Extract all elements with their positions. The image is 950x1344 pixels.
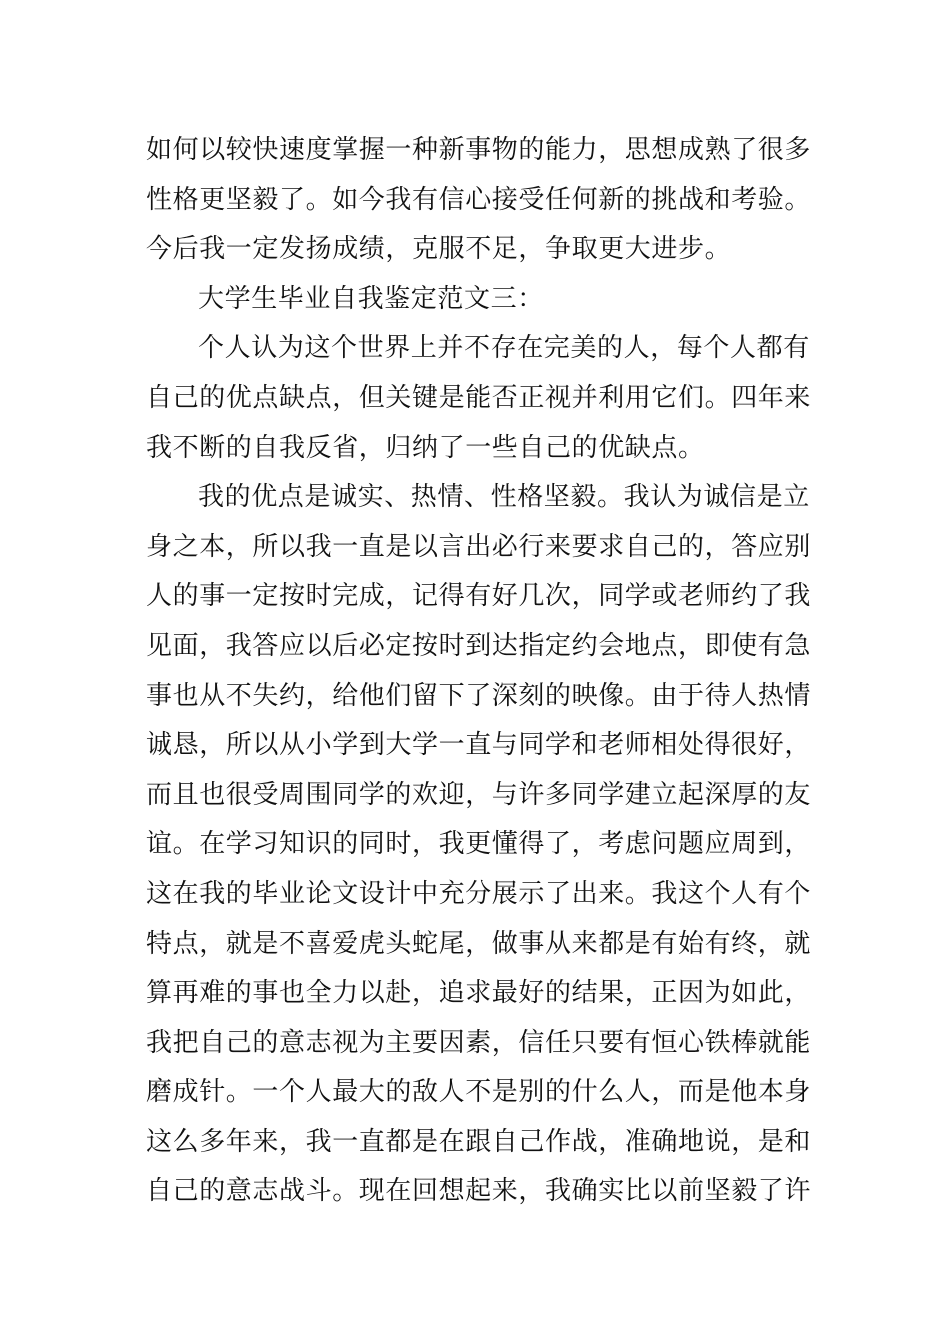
text-line: 特点，就是不喜爱虎头蛇尾，做事从来都是有始有终，就: [146, 928, 812, 959]
text-line: 这在我的毕业论文设计中充分展示了出来。我这个人有个: [146, 878, 812, 909]
text-line: 自己的意志战斗。现在回想起来，我确实比以前坚毅了许: [146, 1176, 812, 1207]
text-line: 这么多年来，我一直都是在跟自己作战，准确地说，是和: [146, 1126, 812, 1157]
text-line: 我把自己的意志视为主要因素，信任只要有恒心铁棒就能: [146, 1027, 812, 1058]
text-line: 见面，我答应以后必定按时到达指定约会地点，即使有急: [146, 630, 812, 661]
text-line: 谊。在学习知识的同时，我更懂得了，考虑问题应周到，: [146, 829, 812, 860]
text-line: 身之本，所以我一直是以言出必行来要求自己的，答应别: [146, 531, 812, 562]
text-line: 算再难的事也全力以赴，追求最好的结果，正因为如此，: [146, 978, 812, 1009]
text-line: 个人认为这个世界上并不存在完美的人，每个人都有: [198, 333, 810, 364]
text-line: 磨成针。一个人最大的敌人不是别的什么人，而是他本身: [146, 1077, 812, 1108]
text-line: 而且也很受周围同学的欢迎，与许多同学建立起深厚的友: [146, 779, 812, 810]
section-heading: 大学生毕业自我鉴定范文三：: [198, 283, 544, 314]
text-line: 自己的优点缺点，但关键是能否正视并利用它们。四年来: [146, 382, 812, 413]
text-line: 事也从不失约，给他们留下了深刻的映像。由于待人热情: [146, 680, 812, 711]
document-body: [146, 126, 810, 1217]
text-line: 我的优点是诚实、热情、性格坚毅。我认为诚信是立: [198, 482, 810, 513]
text-line: 如何以较快速度掌握一种新事物的能力，思想成熟了很多: [146, 135, 812, 165]
text-line: 我不断的自我反省，归纳了一些自己的优缺点。: [146, 432, 705, 463]
text-line: 今后我一定发扬成绩，克服不足，争取更大进步。: [146, 234, 732, 265]
text-line: 人的事一定按时完成，记得有好几次，同学或老师约了我: [146, 581, 812, 612]
text-line: 性格更坚毅了。如今我有信心接受任何新的挑战和考验。: [146, 184, 812, 215]
text-line: 诚恳，所以从小学到大学一直与同学和老师相处得很好，: [146, 730, 812, 761]
